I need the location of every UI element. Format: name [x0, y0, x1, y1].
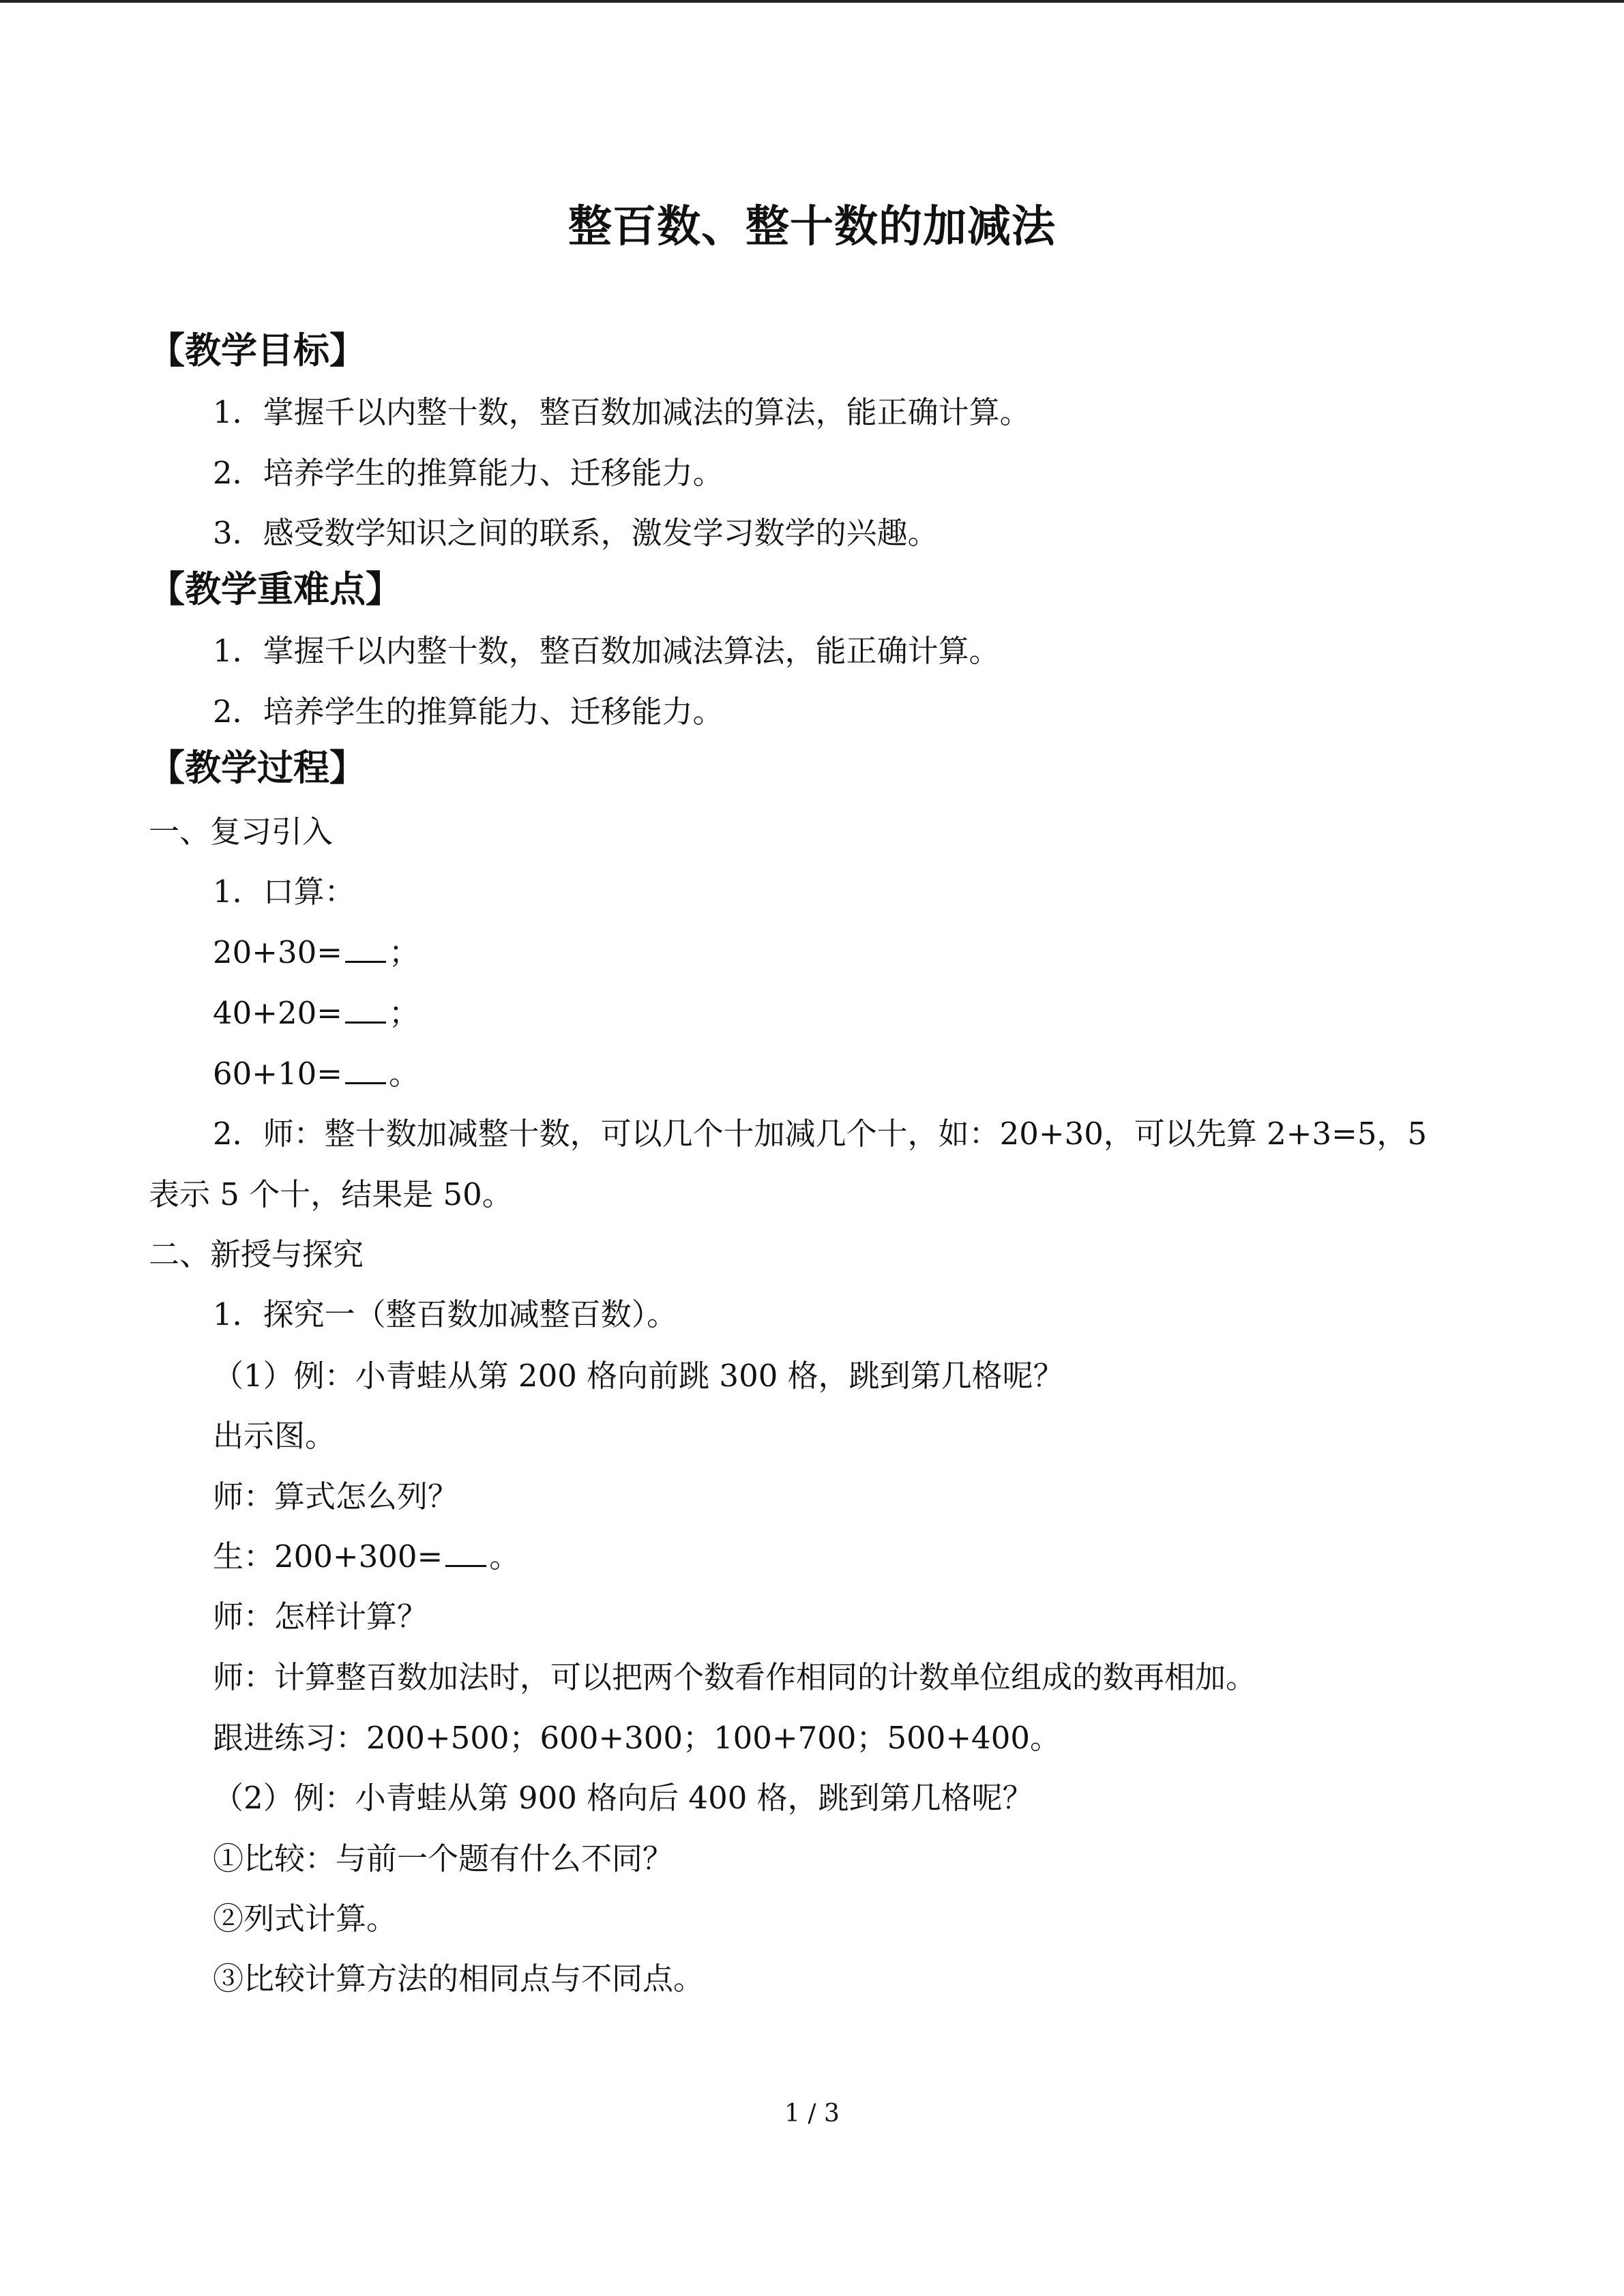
teacher-explanation: 师：计算整百数加法时，可以把两个数看作相同的计数单位组成的数再相加。 — [213, 1659, 1257, 1695]
page-indicator: 1 / 3 — [784, 2100, 840, 2128]
oral-expression: 60+10= — [213, 1056, 342, 1092]
teacher-question-2: 师：怎样计算？ — [213, 1598, 428, 1635]
teacher-question-1: 师：算式怎么列？ — [213, 1478, 459, 1515]
goal-item-1: 1．掌握千以内整十数，整百数加减法的算法，能正确计算。 — [213, 394, 1031, 430]
document-title: 整百数、整十数的加减法 — [568, 201, 1056, 252]
answer-blank — [445, 1538, 486, 1567]
part2-item-1: 1．探究一（整百数加减整百数）。 — [213, 1296, 678, 1332]
answer-blank — [345, 1055, 386, 1084]
part1-heading: 一、复习引入 — [149, 814, 334, 850]
goal-item-3: 3．感受数学知识之间的联系，激发学习数学的兴趣。 — [213, 515, 939, 551]
part1-item-2-line-1: 2．师：整十数加减整十数，可以几个十加减几个十，如：20+30，可以先算 2+3=5，5 — [213, 1116, 1428, 1152]
oral-expression: 20+30= — [213, 934, 342, 970]
part2-heading: 二、新授与探究 — [149, 1236, 364, 1272]
answer-blank — [345, 934, 386, 963]
oral-question-2 — [213, 993, 419, 1034]
part1-item-1: 1．口算： — [213, 874, 355, 910]
part1-item-2-line-2: 表示 5 个十，结果是 50。 — [149, 1176, 513, 1212]
oral-expression: 40+20= — [213, 995, 342, 1031]
student-expression: 生：200+300= — [213, 1538, 443, 1575]
practice-line: 跟进练习：200+500；600+300；100+700；500+400。 — [213, 1720, 1061, 1756]
step-2: ②列式计算。 — [213, 1900, 398, 1937]
oral-punctuation: 。 — [388, 1056, 419, 1092]
oral-punctuation: ； — [388, 995, 419, 1031]
student-answer-line — [213, 1536, 520, 1577]
example-2: （2）例：小青蛙从第 900 格向后 400 格，跳到第几格呢？ — [213, 1780, 1033, 1816]
answer-blank — [345, 994, 386, 1024]
step-1: ①比较：与前一个题有什么不同？ — [213, 1840, 674, 1877]
keypoints-heading: 【教学重难点】 — [149, 568, 402, 610]
show-picture-line: 出示图。 — [213, 1418, 336, 1454]
student-punctuation: 。 — [489, 1538, 520, 1575]
keypoint-item-1: 1．掌握千以内整十数，整百数加减法算法，能正确计算。 — [213, 633, 1000, 669]
oral-punctuation: ； — [388, 934, 419, 970]
process-heading: 【教学过程】 — [149, 747, 366, 789]
oral-question-3 — [213, 1054, 419, 1094]
step-3: ③比较计算方法的相同点与不同点。 — [213, 1960, 705, 1997]
goal-item-2: 2．培养学生的推算能力、迁移能力。 — [213, 455, 724, 491]
example-1: （1）例：小青蛙从第 200 格向前跳 300 格，跳到第几格呢？ — [213, 1358, 1064, 1394]
oral-question-1 — [213, 932, 419, 973]
keypoint-item-2: 2．培养学生的推算能力、迁移能力。 — [213, 694, 724, 730]
goals-heading: 【教学目标】 — [149, 329, 366, 372]
